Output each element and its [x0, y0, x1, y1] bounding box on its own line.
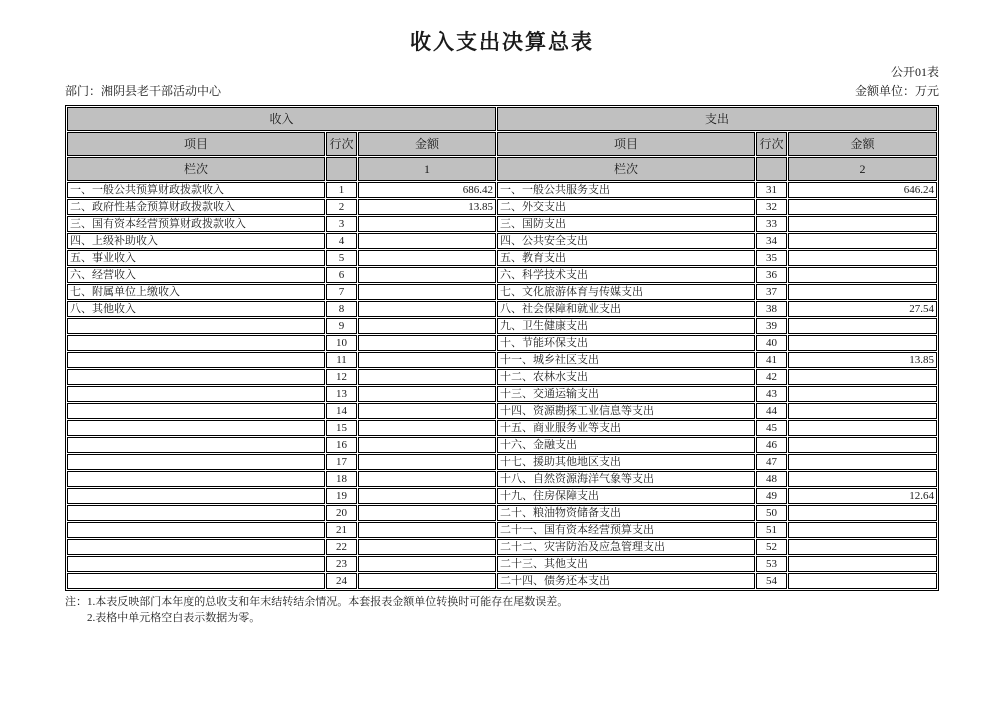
income-lanci-empty-cell: [326, 157, 357, 181]
income-line-cell: 12: [326, 369, 357, 385]
income-line-cell: 14: [326, 403, 357, 419]
income-item-cell: [67, 488, 325, 504]
income-amount-cell: [358, 471, 496, 487]
table-row: [67, 488, 937, 504]
expense-line-header: 行次: [756, 132, 787, 156]
income-amount-header: 金额: [358, 132, 496, 156]
expense-line-cell: 47: [756, 454, 787, 470]
expense-item-cell: 十六、金融支出: [497, 437, 755, 453]
expense-item-cell: 四、公共安全支出: [497, 233, 755, 249]
table-code: 公开01表: [890, 65, 939, 79]
income-item-cell: 四、上级补助收入: [67, 233, 325, 249]
expense-item-cell: 一、一般公共服务支出: [497, 182, 755, 198]
income-amount-cell: [358, 267, 496, 283]
income-line-cell: 9: [326, 318, 357, 334]
income-line-cell: 19: [326, 488, 357, 504]
table-row: [67, 556, 937, 572]
expense-line-cell: 44: [756, 403, 787, 419]
expense-line-cell: 54: [756, 573, 787, 589]
income-item-cell: 一、一般公共预算财政拨款收入: [67, 182, 325, 198]
income-amount-cell: [358, 454, 496, 470]
expense-amount-cell: [788, 284, 937, 300]
income-amount-cell: [358, 335, 496, 351]
expense-item-cell: 九、卫生健康支出: [497, 318, 755, 334]
footnotes: [65, 594, 939, 626]
expense-line-cell: 42: [756, 369, 787, 385]
expense-line-cell: 53: [756, 556, 787, 572]
income-item-cell: [67, 386, 325, 402]
expense-line-cell: 41: [756, 352, 787, 368]
income-amount-cell: [358, 539, 496, 555]
table-row: [67, 573, 937, 589]
income-amount-cell: [358, 318, 496, 334]
income-amount-cell: [358, 250, 496, 266]
table-row: [67, 267, 937, 283]
table-row: [67, 522, 937, 538]
income-line-cell: 23: [326, 556, 357, 572]
expense-line-cell: 37: [756, 284, 787, 300]
expense-item-header: 项目: [497, 132, 755, 156]
income-amount-cell: [358, 573, 496, 589]
expense-amount-cell: [788, 233, 937, 249]
expense-item-cell: 二十、粮油物资储备支出: [497, 505, 755, 521]
table-row: [67, 284, 937, 300]
table-row: [67, 403, 937, 419]
table-row: [67, 318, 937, 334]
expense-amount-cell: [788, 386, 937, 402]
expense-amount-cell: [788, 522, 937, 538]
income-amount-cell: [358, 522, 496, 538]
expense-line-cell: 52: [756, 539, 787, 555]
table-row: [67, 335, 937, 351]
expense-item-cell: 二十一、国有资本经营预算支出: [497, 522, 755, 538]
expense-line-cell: 35: [756, 250, 787, 266]
income-item-cell: 七、附属单位上缴收入: [67, 284, 325, 300]
expense-line-cell: 49: [756, 488, 787, 504]
income-amount-cell: [358, 352, 496, 368]
table-row: [67, 437, 937, 453]
income-item-cell: [67, 539, 325, 555]
table-row: [67, 454, 937, 470]
expense-amount-cell: [788, 403, 937, 419]
expense-item-cell: 十七、援助其他地区支出: [497, 454, 755, 470]
expense-line-cell: 31: [756, 182, 787, 198]
expense-line-cell: 48: [756, 471, 787, 487]
table-row: [67, 386, 937, 402]
expense-item-cell: 十、节能环保支出: [497, 335, 755, 351]
expense-item-cell: 六、科学技术支出: [497, 267, 755, 283]
income-item-cell: 三、国有资本经营预算财政拨款收入: [67, 216, 325, 232]
income-line-cell: 22: [326, 539, 357, 555]
income-item-cell: [67, 335, 325, 351]
expense-item-cell: 十八、自然资源海洋气象等支出: [497, 471, 755, 487]
decision-table: [65, 105, 939, 591]
expense-amount-cell: [788, 199, 937, 215]
income-amount-cell: [358, 437, 496, 453]
income-amount-cell: [358, 488, 496, 504]
expense-line-cell: 51: [756, 522, 787, 538]
table-row: [67, 199, 937, 215]
expense-amount-cell: [788, 505, 937, 521]
page-title: 收入支出决算总表: [410, 30, 594, 54]
expense-amount-cell: [788, 267, 937, 283]
income-amount-cell: [358, 284, 496, 300]
column-index-row: [67, 157, 937, 181]
income-item-cell: 五、事业收入: [67, 250, 325, 266]
income-line-cell: 8: [326, 301, 357, 317]
expense-line-cell: 33: [756, 216, 787, 232]
table-row: [67, 233, 937, 249]
income-line-cell: 13: [326, 386, 357, 402]
income-item-cell: [67, 505, 325, 521]
expense-amount-cell: [788, 369, 937, 385]
income-line-cell: 10: [326, 335, 357, 351]
expense-amount-cell: [788, 335, 937, 351]
income-item-cell: [67, 352, 325, 368]
column-header-row: [67, 132, 937, 156]
income-amount-cell: [358, 420, 496, 436]
expense-amount-cell: 646.24: [788, 182, 937, 198]
income-item-cell: [67, 420, 325, 436]
table-row: [67, 250, 937, 266]
expense-line-cell: 34: [756, 233, 787, 249]
income-line-cell: 15: [326, 420, 357, 436]
footnote-1: 注：1.本表反映部门本年度的总收支和年末结转结余情况。本套报表金额单位转换时可能存在尾数误差。: [65, 596, 569, 608]
expense-line-cell: 36: [756, 267, 787, 283]
expense-line-cell: 46: [756, 437, 787, 453]
expense-item-cell: 十四、资源勘探工业信息等支出: [497, 403, 755, 419]
expense-line-cell: 38: [756, 301, 787, 317]
table-row: [67, 420, 937, 436]
expense-amount-cell: [788, 420, 937, 436]
expense-line-cell: 43: [756, 386, 787, 402]
income-lanci-label: 栏次: [67, 157, 325, 181]
expense-item-cell: 十二、农林水支出: [497, 369, 755, 385]
income-line-cell: 11: [326, 352, 357, 368]
expense-item-cell: 二、外交支出: [497, 199, 755, 215]
expense-amount-cell: [788, 437, 937, 453]
income-amount-cell: [358, 403, 496, 419]
expense-item-cell: 十五、商业服务业等支出: [497, 420, 755, 436]
income-item-cell: [67, 369, 325, 385]
income-line-cell: 5: [326, 250, 357, 266]
expense-line-cell: 39: [756, 318, 787, 334]
expense-amount-header: 金额: [788, 132, 937, 156]
table-row: [67, 539, 937, 555]
table-row: [67, 471, 937, 487]
expense-line-cell: 45: [756, 420, 787, 436]
meta-row: [65, 84, 939, 99]
income-amount-cell: [358, 369, 496, 385]
table-row: [67, 182, 937, 198]
income-item-cell: [67, 573, 325, 589]
expense-item-cell: 十一、城乡社区支出: [497, 352, 755, 368]
expense-line-cell: 50: [756, 505, 787, 521]
expense-item-cell: 五、教育支出: [497, 250, 755, 266]
expense-item-cell: 二十二、灾害防治及应急管理支出: [497, 539, 755, 555]
income-line-cell: 20: [326, 505, 357, 521]
report-sheet: [65, 0, 939, 626]
income-item-cell: [67, 522, 325, 538]
expense-amount-cell: 13.85: [788, 352, 937, 368]
expense-section-header: 支出: [497, 107, 937, 131]
income-item-cell: [67, 556, 325, 572]
expense-amount-cell: 12.64: [788, 488, 937, 504]
expense-item-cell: 二十三、其他支出: [497, 556, 755, 572]
income-line-cell: 2: [326, 199, 357, 215]
table-row: [67, 301, 937, 317]
table-row: [67, 216, 937, 232]
expense-item-cell: 七、文化旅游体育与传媒支出: [497, 284, 755, 300]
expense-line-cell: 32: [756, 199, 787, 215]
income-item-cell: [67, 403, 325, 419]
income-item-cell: 六、经营收入: [67, 267, 325, 283]
table-row: [67, 352, 937, 368]
section-header-row: [67, 107, 937, 131]
expense-amount-cell: [788, 454, 937, 470]
income-line-cell: 16: [326, 437, 357, 453]
expense-lanci-empty-cell: [756, 157, 787, 181]
income-amount-cell: 13.85: [358, 199, 496, 215]
footnote-2: 2.表格中单元格空白表示数据为零。: [87, 612, 261, 624]
expense-item-cell: 二十四、债务还本支出: [497, 573, 755, 589]
income-line-cell: 24: [326, 573, 357, 589]
unit-label: 金额单位：万元: [854, 84, 939, 98]
expense-amount-cell: [788, 573, 937, 589]
income-amount-cell: [358, 556, 496, 572]
income-line-cell: 6: [326, 267, 357, 283]
income-line-cell: 17: [326, 454, 357, 470]
income-line-cell: 4: [326, 233, 357, 249]
income-item-header: 项目: [67, 132, 325, 156]
expense-amount-cell: [788, 216, 937, 232]
income-item-cell: [67, 471, 325, 487]
expense-amount-cell: [788, 250, 937, 266]
income-column-index: 1: [358, 157, 496, 181]
expense-line-cell: 40: [756, 335, 787, 351]
income-amount-cell: [358, 233, 496, 249]
income-line-cell: 18: [326, 471, 357, 487]
income-line-cell: 7: [326, 284, 357, 300]
income-amount-cell: [358, 216, 496, 232]
expense-item-cell: 十九、住房保障支出: [497, 488, 755, 504]
income-line-header: 行次: [326, 132, 357, 156]
expense-amount-cell: [788, 539, 937, 555]
income-line-cell: 1: [326, 182, 357, 198]
income-item-cell: [67, 318, 325, 334]
income-item-cell: 八、其他收入: [67, 301, 325, 317]
expense-amount-cell: [788, 471, 937, 487]
income-amount-cell: [358, 505, 496, 521]
expense-amount-cell: [788, 318, 937, 334]
expense-item-cell: 三、国防支出: [497, 216, 755, 232]
income-line-cell: 3: [326, 216, 357, 232]
income-amount-cell: [358, 386, 496, 402]
expense-item-cell: 八、社会保障和就业支出: [497, 301, 755, 317]
income-item-cell: 二、政府性基金预算财政拨款收入: [67, 199, 325, 215]
expense-column-index: 2: [788, 157, 937, 181]
expense-lanci-label: 栏次: [497, 157, 755, 181]
income-line-cell: 21: [326, 522, 357, 538]
department-label: 部门：湘阴县老干部活动中心: [65, 84, 222, 98]
expense-amount-cell: [788, 556, 937, 572]
income-amount-cell: [358, 301, 496, 317]
expense-amount-cell: 27.54: [788, 301, 937, 317]
income-item-cell: [67, 454, 325, 470]
income-item-cell: [67, 437, 325, 453]
income-amount-cell: 686.42: [358, 182, 496, 198]
table-row: [67, 369, 937, 385]
income-section-header: 收入: [67, 107, 496, 131]
table-body: [67, 182, 937, 589]
table-row: [67, 505, 937, 521]
expense-item-cell: 十三、交通运输支出: [497, 386, 755, 402]
